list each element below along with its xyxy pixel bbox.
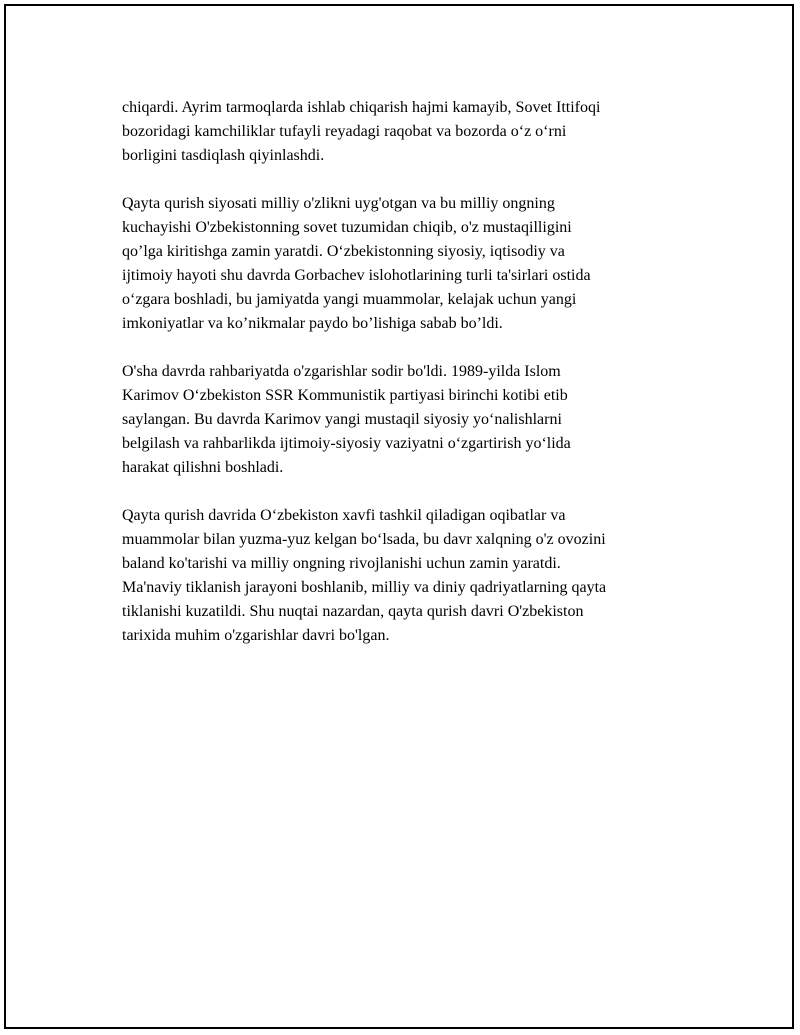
text-line: O'sha davrda rahbariyatda o'zgarishlar sodir bo'ldi. 1989-yilda Islom — [122, 363, 561, 380]
text-line: belgilash va rahbarlikda ijtimoiy-siyosiy vaziyatni o‘zgartirish yo‘lida — [122, 435, 571, 452]
text-line: ijtimoiy hayoti shu davrda Gorbachev islohotlarining turli ta'sirlari ostida — [122, 267, 591, 284]
text-line: chiqardi. Ayrim tarmoqlarda ishlab chiqarish hajmi kamayib, Sovet Ittifoqi — [122, 99, 601, 116]
paragraph-4 — [122, 504, 692, 648]
text-line: harakat qilishni boshladi. — [122, 459, 284, 476]
text-line: Karimov O‘zbekiston SSR Kommunistik partiyasi birinchi kotibi etib — [122, 387, 568, 404]
text-line: bozoridagi kamchiliklar tufayli reyadagi raqobat va bozorda o‘z o‘rni — [122, 123, 567, 140]
text-line: Qayta qurish siyosati milliy o'zlikni uyg'otgan va bu milliy ongning — [122, 195, 555, 212]
text-line: Qayta qurish davrida O‘zbekiston xavfi tashkil qiladigan oqibatlar va — [122, 507, 566, 524]
paragraph-3 — [122, 360, 692, 480]
text-line: muammolar bilan yuzma-yuz kelgan bo‘lsada, bu davr xalqning o'z ovozini — [122, 531, 606, 548]
text-line: o‘zgara boshladi, bu jamiyatda yangi muammolar, kelajak uchun yangi — [122, 291, 577, 308]
text-line: kuchayishi O'zbekistonning sovet tuzumidan chiqib, o'z mustaqilligini — [122, 219, 572, 236]
document-body — [122, 96, 692, 672]
paragraph-2 — [122, 192, 692, 336]
text-line: baland ko'tarishi va milliy ongning rivojlanishi uchun zamin yaratdi. — [122, 555, 561, 572]
text-line: qo’lga kiritishga zamin yaratdi. O‘zbekistonning siyosiy, iqtisodiy va — [122, 243, 565, 260]
text-line: imkoniyatlar va ko’nikmalar paydo bo’lishiga sabab bo’ldi. — [122, 315, 503, 332]
text-line: Ma'naviy tiklanish jarayoni boshlanib, milliy va diniy qadriyatlarning qayta — [122, 579, 607, 596]
paragraph-1 — [122, 96, 692, 168]
text-line: borligini tasdiqlash qiyinlashdi. — [122, 147, 325, 164]
text-line: tarixida muhim o'zgarishlar davri bo'lgan. — [122, 627, 390, 644]
text-line: tiklanishi kuzatildi. Shu nuqtai nazardan, qayta qurish davri O'zbekiston — [122, 603, 584, 620]
page-frame — [4, 4, 794, 1029]
text-line: saylangan. Bu davrda Karimov yangi mustaqil siyosiy yo‘nalishlarni — [122, 411, 562, 428]
